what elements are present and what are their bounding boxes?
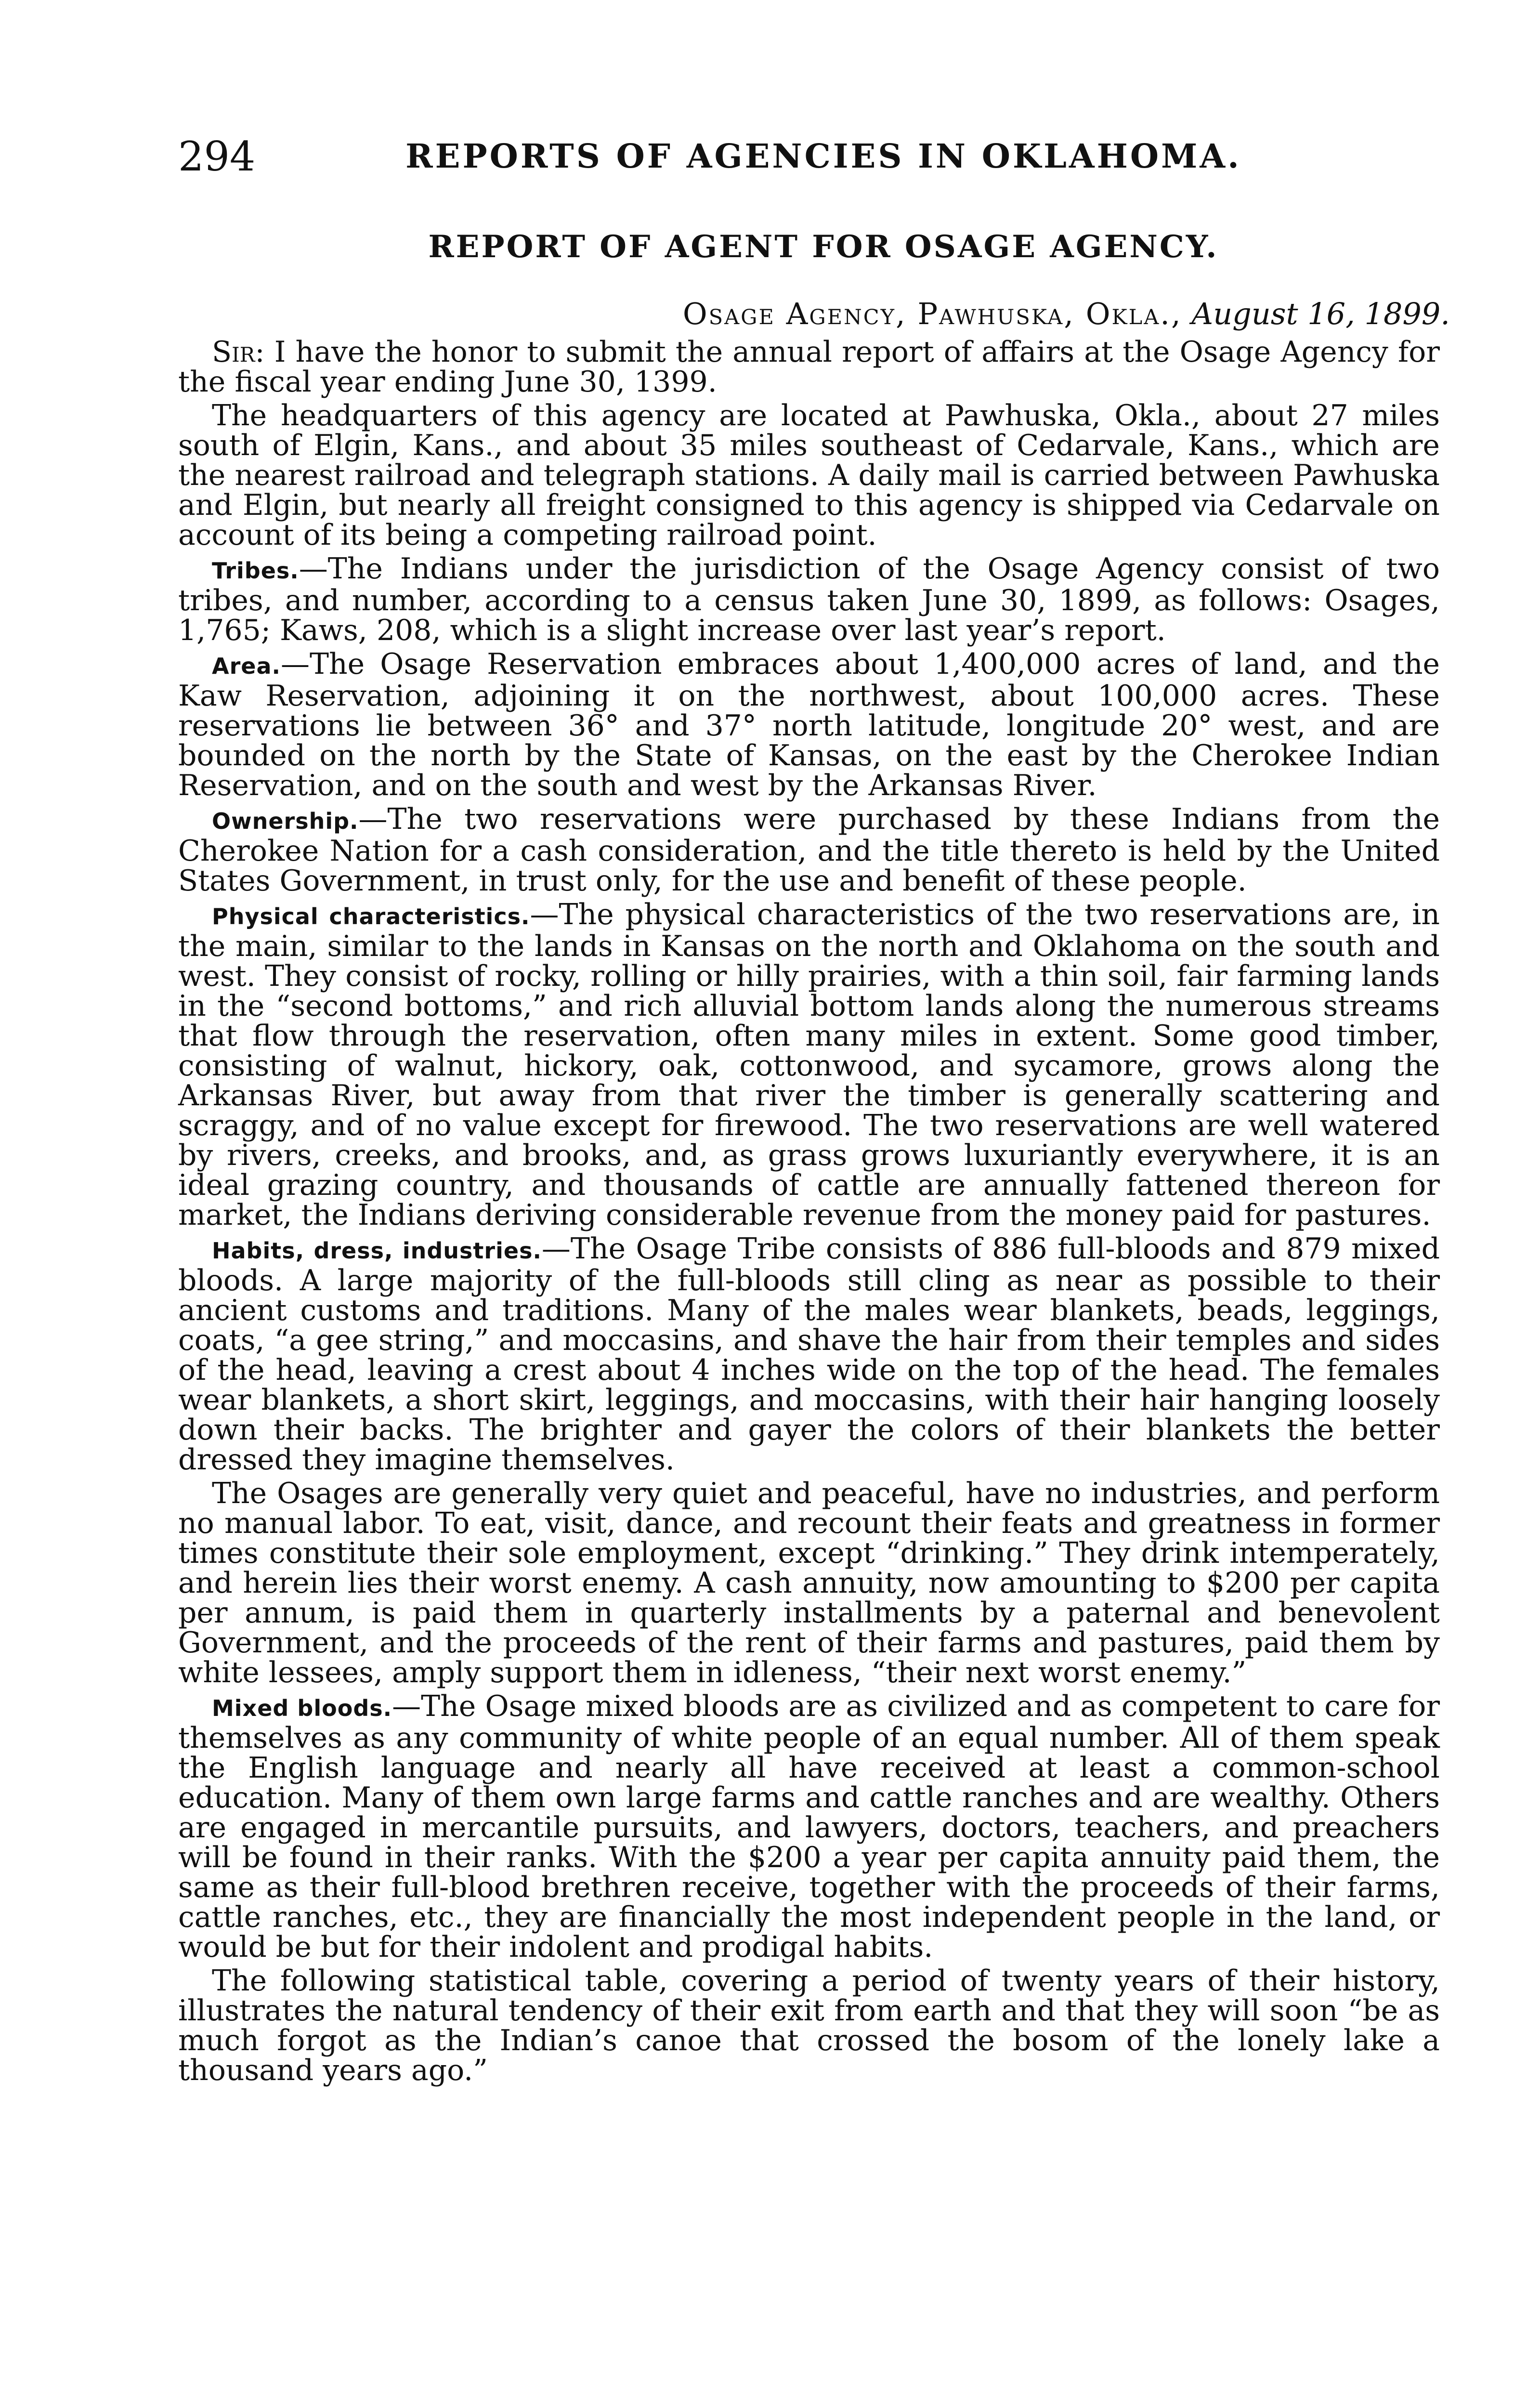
paragraph-text: —The Osage Tribe consists of 886 full-bloods and 879 mixed bloods. A large majority of the full-bloods still cling as near as possible to their ancient customs and traditions. Many of the males wear blankets, beads, leggings, coats, “a gee string,” and moccasins, and shave the hair from their temples and sides of the head, leaving a crest about 4 inches wide on the top of the head. The females wear blankets, a short skirt, leggings, and moccasins, with their hair hanging loosely down their backs. The brighter and gayer the colors of their blankets the better dressed they imagine themselves. — [178, 1232, 1440, 1477]
paragraph-text: The headquarters of this agency are located at Pawhuska, Okla., about 27 miles south of Elgin, Kans., and about 35 miles southeast of Cedarvale, Kans., which are the nearest railroad and telegraph stations. A daily mail is carried between Pawhuska and Elgin, but nearly all freight consigned to this agency is shipped via Cedarvale on account of its being a competing railroad point. — [178, 399, 1440, 552]
paragraph-ownership — [178, 804, 1440, 896]
dateline-date: August 16, 1899. — [1191, 296, 1450, 331]
page-number: 294 — [178, 133, 256, 180]
dateline-place: Osage Agency, Pawhuska, Okla., — [682, 296, 1182, 331]
paragraph-text: The Osages are generally very quiet and peaceful, have no industries, and perform no manual labor. To eat, visit, dance, and recount their feats and greatness in former times constitute their sole employment, except “drinking.” They drink intemperately, and herein lies their worst enemy. A cash annuity, now amounting to $200 per capita per annum, is paid them in quarterly installments by a paternal and benevolent Government, and the proceeds of the rent of their farms and pastures, paid them by white lessees, amply support them in idleness, “their next worst enemy.” — [178, 1477, 1440, 1689]
paragraph-text: I have the honor to submit the annual report of affairs at the Osage Agency for the fiscal year ending June 30, 1399. — [178, 335, 1440, 399]
section-heading-tribes: Tribes. — [212, 558, 299, 584]
section-heading-ownership: Ownership. — [212, 808, 359, 834]
salutation: Sir: — [212, 335, 265, 369]
paragraph-habits — [178, 1234, 1440, 1475]
paragraph-text: The following statistical table, covering a period of twenty years of their history, illustrates the natural tendency of their exit from earth and that they will soon “be as much forgot as the Indian’s canoe that crossed the bosom of the lonely lake a thousand years ago.” — [178, 1964, 1440, 2087]
section-heading-area: Area. — [212, 653, 281, 679]
paragraph-text: —The two reservations were purchased by these Indians from the Cherokee Nation for a cash consideration, and the title thereto is held by the United States Government, in trust only, for the use and benefit of these people. — [178, 802, 1440, 898]
paragraph-statistical-table-intro — [178, 1966, 1440, 2085]
paragraph-text: —The Osage mixed bloods are as civilized and as competent to care for themselves as any community of white people of an equal number. All of them speak the English language and nearly all have received at least a common-school education. Many of them own large farms and cattle ranches and are wealthy. Others are engaged in mercantile pursuits, and lawyers, doctors, teachers, and preachers will be found in their ranks. With the $200 a year per capita annuity paid them, the same as their full-blood brethren receive, together with the proceeds of their farms, cattle ranches, etc., they are financially the most independent people in the land, or would be but for their indolent and prodigal habits. — [178, 1689, 1440, 1964]
paragraph-physical-characteristics — [178, 900, 1440, 1230]
dateline — [683, 296, 1450, 331]
report-title: REPORT OF AGENT FOR OSAGE AGENCY. — [428, 229, 1219, 265]
paragraph-text: —The Osage Reservation embraces about 1,400,000 acres of land, and the Kaw Reservation, adjoining it on the northwest, about 100,000 acres. These reservations lie between 36° and 37° north latitude, longitude 20° west, and are bounded on the north by the State of Kansas, on the east by the Cherokee Indian Reservation, and on the south and west by the Arkansas River. — [178, 647, 1440, 802]
running-title: REPORTS OF AGENCIES IN OKLAHOMA. — [405, 137, 1241, 176]
paragraph-text: —The physical characteristics of the two reservations are, in the main, similar to the lands in Kansas on the north and Oklahoma on the south and west. They consist of rocky, rolling or hilly prairies, with a thin soil, fair farming lands in the “second bottoms,” and rich alluvial bottom lands along the numerous streams that flow through the reservation, often many miles in extent. Some good timber, consisting of walnut, hickory, oak, cottonwood, and sycamore, grows along the Arkansas River, but away from that river the timber is generally scattering and scraggy, and of no value except for firewood. The two reservations are well watered by rivers, creeks, and brooks, and, as grass grows luxuriantly everywhere, it is an ideal grazing country, and thousands of cattle are annually fattened thereon for market, the Indians deriving considerable revenue from the money paid for pastures. — [178, 898, 1440, 1232]
paragraph-headquarters — [178, 401, 1440, 550]
paragraph-mixed-bloods — [178, 1691, 1440, 1962]
report-body — [178, 337, 1440, 2085]
paragraph-salutation — [178, 337, 1440, 397]
paragraph-text: —The Indians under the jurisdiction of the Osage Agency consist of two tribes, and number, according to a census taken June 30, 1899, as follows: Osages, 1,765; Kaws, 208, which is a slight increase over last year’s report. — [178, 552, 1440, 647]
section-heading-habits: Habits, dress, industries. — [212, 1238, 542, 1264]
paragraph-tribes — [178, 554, 1440, 645]
paragraph-area — [178, 649, 1440, 800]
running-head — [178, 130, 1469, 183]
section-heading-physical-characteristics: Physical characteristics. — [212, 903, 530, 929]
paragraph-osages-conduct — [178, 1479, 1440, 1688]
section-heading-mixed-bloods: Mixed bloods. — [212, 1695, 392, 1721]
